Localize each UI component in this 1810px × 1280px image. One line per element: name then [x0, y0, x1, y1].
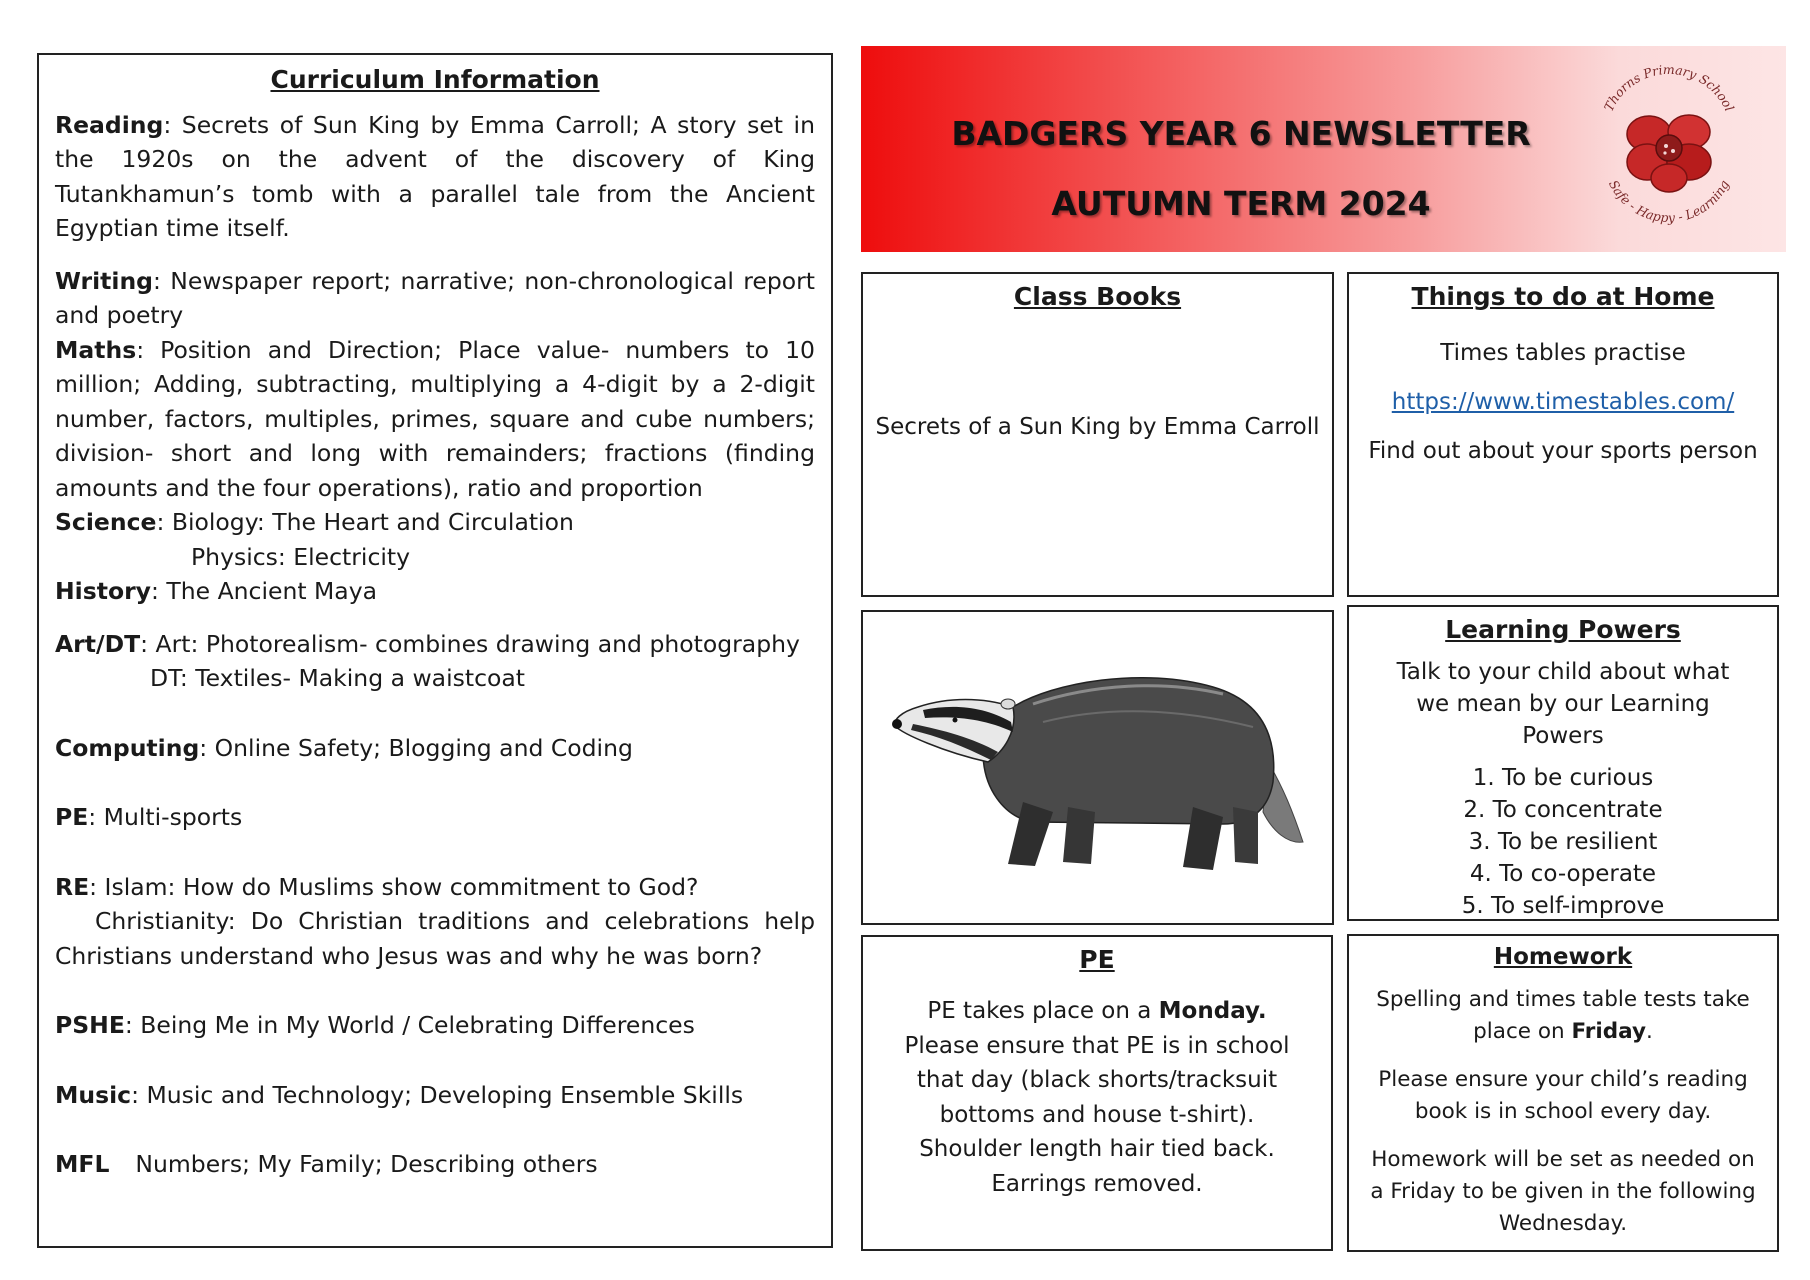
pe-details [887, 994, 1307, 1201]
logo-school-name: Thorns Primary School [1600, 61, 1738, 114]
music-entry [55, 1078, 815, 1113]
maths-entry [55, 333, 815, 506]
pshe-text: : Being Me in My World / Celebrating Differences [124, 1011, 695, 1039]
learning-powers-intro: Talk to your child about what we mean by our Learning Powers [1396, 659, 1730, 749]
re-entry [55, 870, 815, 905]
home-tasks-heading: Things to do at Home [1411, 282, 1715, 311]
pe-kit: Please ensure that PE is in school that day (black shorts/tracksuit bottoms and house t-shirt). [904, 1032, 1290, 1128]
svg-text:Thorns Primary School [1601, 62, 1737, 114]
science-entry [55, 505, 815, 540]
logo-motto: Safe - Happy - Learning [1606, 177, 1732, 226]
mfl-text: Numbers; My Family; Describing others [135, 1150, 598, 1178]
maths-label: Maths [55, 335, 137, 364]
computing-text: : Online Safety; Blogging and Coding [199, 733, 633, 762]
learning-power-item: 1. To be curious [1472, 765, 1654, 791]
re-christianity: Christianity: Do Christian traditions and celebrations help Christians understand who Jesus was and why he was born? [55, 907, 815, 970]
homework-reading-book: Please ensure your child’s reading book is in school every day. [1378, 1067, 1748, 1124]
science-text: : Biology: The Heart and Circulation [156, 508, 574, 536]
homework-tests-text: Spelling and times table tests take place on [1376, 987, 1750, 1044]
re-text: : Islam: How do Muslims show commitment to God? [89, 872, 699, 901]
pe-hair: Shoulder length hair tied back. [919, 1136, 1275, 1162]
writing-text: : Newspaper report; narrative; non-chronological report and poetry [55, 266, 815, 329]
class-books-heading: Class Books [1013, 282, 1182, 311]
homework-panel [1347, 934, 1779, 1252]
pe-text: : Multi-sports [88, 803, 243, 831]
home-task-sports-person: Find out about your sports person [1368, 438, 1758, 464]
science-physics: Physics: Electricity [191, 542, 411, 571]
newsletter-title: BADGERS YEAR 6 NEWSLETTER [951, 114, 1531, 153]
reading-text: : Secrets of Sun King by Emma Carroll; A story set in the 1920s on the advent of the discovery of King Tutankhamun’s tomb with a parallel tale from the Ancient Egyptian time itself. [55, 110, 815, 242]
music-text: : Music and Technology; Developing Ensemble Skills [131, 1080, 744, 1109]
history-entry [55, 574, 815, 609]
history-text: : The Ancient Maya [151, 577, 378, 605]
pe-heading: PE [1079, 945, 1115, 974]
pe-day-text: PE takes place on a [927, 998, 1159, 1024]
learning-power-item: 3. To be resilient [1468, 829, 1658, 855]
curriculum-heading: Curriculum Information [270, 65, 600, 94]
music-label: Music [55, 1080, 132, 1109]
writing-entry [55, 264, 815, 333]
artdt-label: Art/DT [55, 629, 141, 658]
computing-entry [55, 731, 815, 766]
computing-label: Computing [55, 733, 200, 762]
class-book-title: Secrets of a Sun King by Emma Carroll [875, 414, 1320, 440]
learning-power-item: 5. To self-improve [1461, 893, 1665, 919]
badger-image-panel [861, 610, 1334, 925]
homework-schedule: Homework will be set as needed on a Friday to be given in the following Wednesday. [1370, 1147, 1756, 1236]
badger-illustration [863, 612, 1332, 923]
reading-label: Reading [55, 110, 164, 139]
pe-day [887, 994, 1307, 1029]
pe-entry [55, 800, 815, 835]
reading-entry [55, 108, 815, 246]
learning-powers-heading: Learning Powers [1445, 615, 1681, 644]
learning-powers-panel [1347, 605, 1779, 921]
home-tasks-panel [1347, 272, 1779, 597]
badger-icon [892, 678, 1303, 870]
homework-tests-day: Friday [1571, 1019, 1646, 1044]
science-label: Science [55, 508, 157, 536]
artdt-entry [55, 627, 815, 662]
pe-panel [861, 935, 1333, 1251]
pe-day-bold: Monday. [1158, 998, 1267, 1024]
pshe-label: PSHE [55, 1011, 125, 1039]
re-label: RE [55, 872, 90, 901]
history-label: History [55, 577, 151, 605]
artdt-dt: DT: Textiles- Making a waistcoat [150, 664, 525, 692]
pshe-entry [55, 1008, 815, 1043]
rose-icon [1627, 115, 1711, 192]
timestables-link[interactable]: https://www.timestables.com/ [1391, 389, 1735, 415]
pe-earrings: Earrings removed. [991, 1170, 1203, 1197]
homework-heading: Homework [1493, 944, 1633, 970]
homework-tests-end: . [1646, 1019, 1653, 1044]
school-logo [1589, 56, 1749, 236]
artdt-text: : Art: Photorealism- combines drawing and photography [140, 629, 800, 658]
learning-power-item: 4. To co-operate [1469, 861, 1657, 887]
newsletter-term: AUTUMN TERM 2024 [1051, 184, 1431, 223]
maths-text: : Position and Direction; Place value- numbers to 10 million; Adding, subtracting, multiplying a 4-digit by a 2-digit number, factors, multiples, primes, square and cube numbers; division- short and long with remainders; fractions (finding amounts and the four operations), ratio and proportion [55, 335, 815, 502]
homework-tests [1367, 984, 1759, 1048]
class-books-panel [861, 272, 1334, 597]
home-task-times-tables: Times tables practise [1440, 340, 1686, 366]
curriculum-panel [37, 53, 833, 1248]
mfl-label: MFL [55, 1150, 110, 1178]
mfl-entry [55, 1147, 815, 1182]
writing-label: Writing [55, 266, 153, 295]
learning-power-item: 2. To concentrate [1463, 797, 1663, 823]
pe-label: PE [55, 803, 89, 831]
